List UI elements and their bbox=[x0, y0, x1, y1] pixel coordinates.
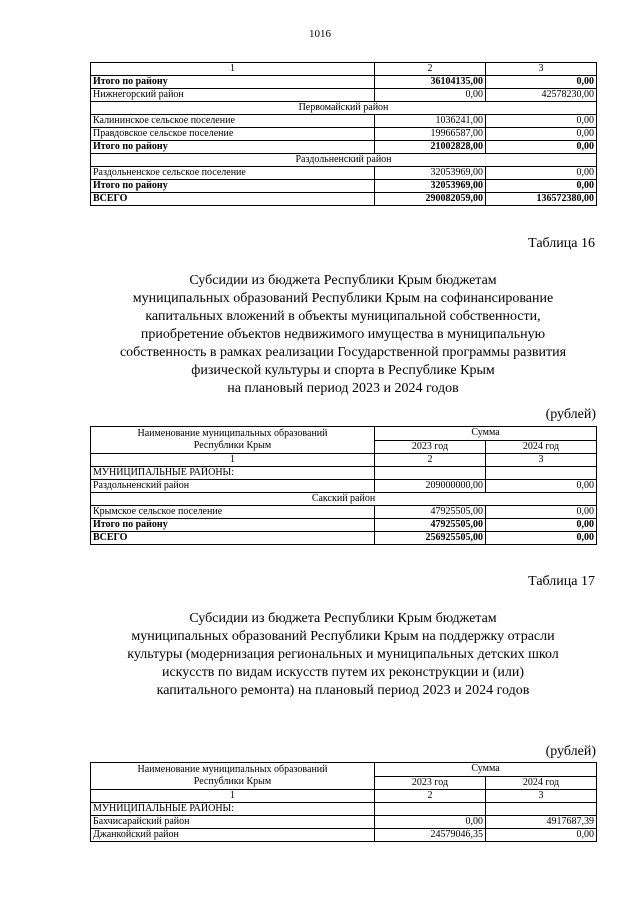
amount-2024: 0,00 bbox=[486, 115, 597, 128]
table-row bbox=[91, 115, 597, 128]
table-17-title bbox=[70, 610, 616, 700]
name-header-line-1: Наименование муниципальных образований bbox=[137, 764, 328, 775]
amount-2024: 0,00 bbox=[486, 76, 597, 89]
table-17 bbox=[90, 762, 597, 842]
amount-2024: 42578230,00 bbox=[486, 89, 597, 102]
amount-2023: 32053969,00 bbox=[375, 180, 486, 193]
amount-2024: 0,00 bbox=[486, 180, 597, 193]
amount-2023 bbox=[375, 467, 486, 480]
amount-2023: 32053969,00 bbox=[375, 167, 486, 180]
municipality-name: Бахчисарайский район bbox=[91, 816, 375, 829]
municipality-name: Нижнегорский район bbox=[91, 89, 375, 102]
year-2024-header: 2024 год bbox=[486, 776, 597, 790]
amount-2024 bbox=[486, 467, 597, 480]
amount-2024: 4917687,39 bbox=[486, 816, 597, 829]
municipality-name: МУНИЦИПАЛЬНЫЕ РАЙОНЫ: bbox=[91, 467, 375, 480]
title-line: Субсидии из бюджета Республики Крым бюджетам bbox=[189, 611, 497, 626]
municipality-name: Раздольненский район bbox=[91, 480, 375, 493]
name-header-line-2: Республики Крым bbox=[193, 776, 272, 787]
amount-2023: 47925505,00 bbox=[375, 519, 486, 532]
municipality-name: МУНИЦИПАЛЬНЫЕ РАЙОНЫ: bbox=[91, 803, 375, 816]
table-row bbox=[91, 193, 597, 206]
column-number-1: 1 bbox=[91, 790, 375, 803]
table-row bbox=[91, 829, 597, 842]
year-2023-header: 2023 год bbox=[375, 440, 486, 454]
amount-2023: 24579046,35 bbox=[375, 829, 486, 842]
amount-2024: 0,00 bbox=[486, 128, 597, 141]
section-header: Раздольненский район bbox=[91, 154, 597, 167]
amount-2023: 19966587,00 bbox=[375, 128, 486, 141]
table-row bbox=[91, 816, 597, 829]
column-number-2: 2 bbox=[375, 454, 486, 467]
title-line: на плановый период 2023 и 2024 годов bbox=[227, 381, 459, 396]
municipality-name: Правдовское сельское поселение bbox=[91, 128, 375, 141]
table-row bbox=[91, 480, 597, 493]
municipality-name: ВСЕГО bbox=[91, 532, 375, 545]
title-line: приобретение объектов недвижимого имущества в муниципальную bbox=[140, 327, 546, 342]
amount-2023 bbox=[375, 803, 486, 816]
amount-2024 bbox=[486, 803, 597, 816]
year-2024-header: 2024 год bbox=[486, 440, 597, 454]
amount-2024: 0,00 bbox=[486, 141, 597, 154]
page-number: 1016 bbox=[309, 28, 331, 40]
amount-2023: 47925505,00 bbox=[375, 506, 486, 519]
amount-2024: 0,00 bbox=[486, 829, 597, 842]
table-row bbox=[91, 803, 597, 816]
name-header-line-2: Республики Крым bbox=[193, 440, 272, 451]
amount-2023: 290082059,00 bbox=[375, 193, 486, 206]
amount-2024: 136572380,00 bbox=[486, 193, 597, 206]
title-line: муниципальных образований Республики Крым на поддержку отрасли bbox=[131, 629, 555, 644]
title-line: капитальных вложений в объекты муниципальной собственности, bbox=[145, 309, 541, 324]
amount-2024: 0,00 bbox=[486, 506, 597, 519]
title-line: культуры (модернизация региональных и муниципальных детских школ bbox=[127, 647, 559, 662]
table-17-caption: Таблица 17 bbox=[528, 574, 595, 589]
municipality-name: Итого по району bbox=[91, 519, 375, 532]
amount-2024: 0,00 bbox=[486, 167, 597, 180]
amount-2024: 0,00 bbox=[486, 519, 597, 532]
table-row bbox=[91, 128, 597, 141]
municipality-name: Крымское сельское поселение bbox=[91, 506, 375, 519]
table-row bbox=[91, 467, 597, 480]
table-row bbox=[91, 154, 597, 167]
amount-2023: 256925505,00 bbox=[375, 532, 486, 545]
table-row bbox=[91, 89, 597, 102]
table-row bbox=[91, 493, 597, 506]
sum-column-header: Сумма bbox=[375, 427, 597, 441]
title-line: Субсидии из бюджета Республики Крым бюджетам bbox=[189, 273, 497, 288]
name-column-header bbox=[91, 763, 375, 790]
table-16-caption: Таблица 16 bbox=[528, 236, 595, 251]
table-row bbox=[91, 76, 597, 89]
municipality-name: Калининское сельское поселение bbox=[91, 115, 375, 128]
amount-2024: 0,00 bbox=[486, 532, 597, 545]
table-16 bbox=[90, 426, 597, 545]
amount-2024: 0,00 bbox=[486, 480, 597, 493]
table-row bbox=[91, 102, 597, 115]
year-2023-header: 2023 год bbox=[375, 776, 486, 790]
municipality-name: Раздольненское сельское поселение bbox=[91, 167, 375, 180]
title-line: физической культуры и спорта в Республике Крым bbox=[191, 363, 495, 378]
municipality-name: Джанкойский район bbox=[91, 829, 375, 842]
municipality-name: Итого по району bbox=[91, 180, 375, 193]
column-number-1: 1 bbox=[91, 63, 375, 76]
sum-column-header: Сумма bbox=[375, 763, 597, 777]
section-header: Первомайский район bbox=[91, 102, 597, 115]
table-17-unit: (рублей) bbox=[545, 744, 596, 759]
column-number-2: 2 bbox=[375, 63, 486, 76]
amount-2023: 0,00 bbox=[375, 89, 486, 102]
column-number-3: 3 bbox=[486, 454, 597, 467]
table-row bbox=[91, 506, 597, 519]
table-row bbox=[91, 519, 597, 532]
column-number-3: 3 bbox=[486, 790, 597, 803]
amount-2023: 36104135,00 bbox=[375, 76, 486, 89]
name-column-header bbox=[91, 427, 375, 454]
title-line: искусств по видам искусств путем их реконструкции и (или) bbox=[161, 665, 525, 680]
column-number-2: 2 bbox=[375, 790, 486, 803]
section-header: Сакский район bbox=[91, 493, 597, 506]
table-row bbox=[91, 180, 597, 193]
title-line: собственность в рамках реализации Государственной программы развития bbox=[119, 345, 567, 360]
table-16-title bbox=[70, 272, 616, 398]
amount-2023: 21002828,00 bbox=[375, 141, 486, 154]
table-row bbox=[91, 167, 597, 180]
amount-2023: 1036241,00 bbox=[375, 115, 486, 128]
name-header-line-1: Наименование муниципальных образований bbox=[137, 428, 328, 439]
column-number-1: 1 bbox=[91, 454, 375, 467]
title-line: муниципальных образований Республики Крым на софинансирование bbox=[132, 291, 554, 306]
title-line: капитального ремонта) на плановый период 2023 и 2024 годов bbox=[156, 683, 530, 698]
amount-2023: 209000000,00 bbox=[375, 480, 486, 493]
municipality-name: Итого по району bbox=[91, 141, 375, 154]
municipality-name: Итого по району bbox=[91, 76, 375, 89]
amount-2023: 0,00 bbox=[375, 816, 486, 829]
budget-table-continuation bbox=[90, 62, 597, 206]
table-row bbox=[91, 141, 597, 154]
table-16-unit: (рублей) bbox=[545, 407, 596, 422]
column-number-3: 3 bbox=[486, 63, 597, 76]
table-row bbox=[91, 532, 597, 545]
municipality-name: ВСЕГО bbox=[91, 193, 375, 206]
